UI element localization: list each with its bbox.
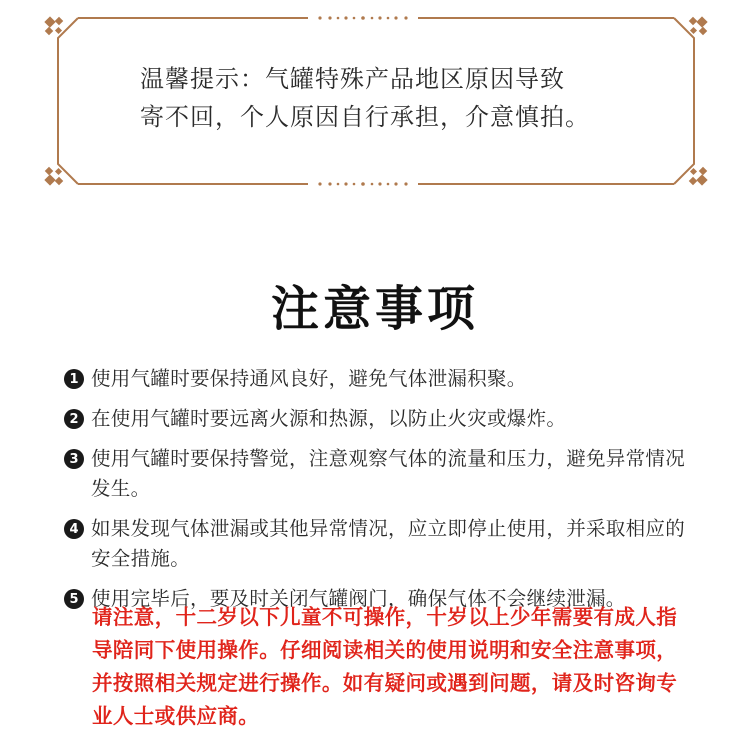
list-item-text: 使用气罐时要保持警觉，注意观察气体的流量和压力，避免异常情况发生。 xyxy=(91,447,686,500)
notice-text xyxy=(140,60,640,136)
number-badge: 4 xyxy=(64,519,84,539)
number-badge: 3 xyxy=(64,449,84,469)
number-badge: 1 xyxy=(64,369,84,389)
warning-line-2: 导陪同下使用操作。仔细阅读相关的使用说明和安全注意事项， xyxy=(92,638,678,662)
notice-line-1: 温馨提示：气罐特殊产品地区原因导致 xyxy=(140,65,565,93)
list-item xyxy=(64,514,704,574)
number-badge: 5 xyxy=(64,589,84,609)
page-title: 注意事项 xyxy=(270,281,479,337)
list-item xyxy=(64,444,704,504)
list-item-text: 使用完毕后，要及时关闭气罐阀门，确保气体不会继续泄漏。 xyxy=(91,587,626,610)
list-item xyxy=(64,404,704,434)
list-item-text: 使用气罐时要保持通风良好，避免气体泄漏积聚。 xyxy=(91,367,527,390)
warning-line-3: 并按照相关规定进行操作。如有疑问或遇到问题，请及时咨询专 xyxy=(92,671,678,695)
list-item xyxy=(64,364,704,394)
list-item-text: 如果发现气体泄漏或其他异常情况，应立即停止使用，并采取相应的安全措施。 xyxy=(91,517,686,570)
notice-line-2: 寄不回，个人原因自行承担，介意慎拍。 xyxy=(140,103,590,131)
warning-line-1: 请注意，十二岁以下儿童不可操作，十岁以上少年需要有成人指 xyxy=(92,605,678,629)
warning-text xyxy=(92,601,702,733)
number-badge: 2 xyxy=(64,409,84,429)
warning-line-4: 业人士或供应商。 xyxy=(92,704,260,728)
precautions-list xyxy=(64,364,704,624)
list-item-text: 在使用气罐时要远离火源和热源，以防止火灾或爆炸。 xyxy=(91,407,567,430)
